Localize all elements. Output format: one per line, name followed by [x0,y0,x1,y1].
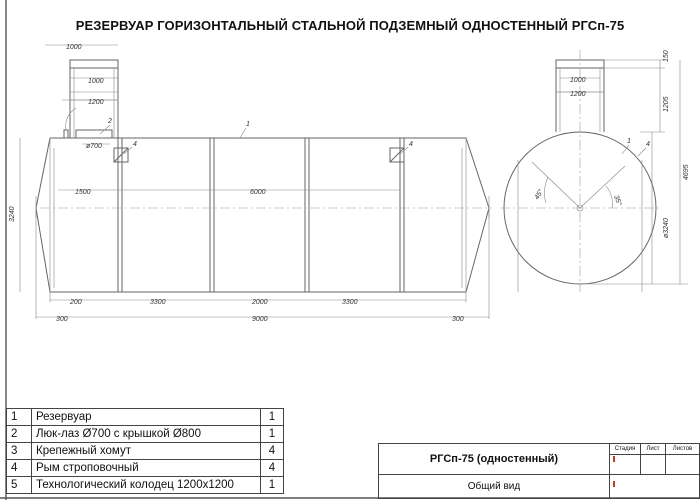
header-stage: Стадия [610,444,640,455]
stage-mark [613,456,615,462]
spec-row [7,460,284,477]
dim-height: 3240 [9,206,16,222]
spec-cell-num: 4 [7,460,32,477]
side-view [500,50,690,292]
side-dim-well-inner: 1000 [570,77,586,84]
side-dim-150: 150 [663,50,670,62]
spec-cell-num: 3 [7,443,32,460]
stage-mark [613,481,615,487]
dim-row1-d: 3300 [342,299,358,306]
dim-row2-a: 300 [56,316,68,323]
spec-cell-name: Резервуар [32,409,261,426]
spec-cell-name: Технологический колодец 1200х1200 [32,477,261,494]
side-dim-1205: 1205 [663,96,670,112]
spec-cell-qty: 4 [261,460,284,477]
dim-row2-c: 300 [452,316,464,323]
title-block-view: Общий вид [379,475,610,498]
tank-outline [36,138,489,292]
spec-row [7,477,284,494]
dim-hatch: ø700 [86,143,102,150]
spec-cell-num: 2 [7,426,32,443]
dim-row1-a: 200 [70,299,82,306]
dim-well-outer: 1200 [88,99,104,106]
callout-4b: 4 [409,141,413,148]
dim-row1-c: 2000 [252,299,268,306]
side-callout-1: 1 [627,138,631,145]
side-angle-left: 45° [533,188,546,201]
spec-cell-qty: 4 [261,443,284,460]
spec-cell-qty: 1 [261,477,284,494]
specification-table [6,408,284,494]
title-block [378,443,700,499]
spec-row [7,426,284,443]
spec-cell-name: Крепежный хомут [32,443,261,460]
dim-row2-b: 9000 [252,316,268,323]
spec-cell-name: Люк-лаз Ø700 с крышкой Ø800 [32,426,261,443]
side-callout-4: 4 [646,141,650,148]
spec-row [7,409,284,426]
spec-row [7,443,284,460]
side-dim-diameter: ø3240 [663,218,670,238]
callout-4: 4 [133,141,137,148]
dim-6000: 6000 [250,189,266,196]
callout-1: 1 [246,121,250,128]
title-block-name: РГСп-75 (одностенный) [379,444,610,475]
spec-cell-num: 1 [7,409,32,426]
callout-2: 2 [108,118,112,125]
spec-cell-qty: 1 [261,409,284,426]
spec-cell-qty: 1 [261,426,284,443]
spec-cell-num: 5 [7,477,32,494]
dim-1500: 1500 [75,189,91,196]
dim-well-inner: 1000 [88,78,104,85]
side-dim-4695: 4695 [683,164,690,180]
side-angle-right: 35° [612,194,623,207]
front-view [9,44,492,323]
drawing-title: РЕЗЕРВУАР ГОРИЗОНТАЛЬНЫЙ СТАЛЬНОЙ ПОДЗЕМНЫЙ ОДНОСТЕННЫЙ РГСп-75 [75,18,625,33]
dim-well-top: 1000 [66,44,82,51]
clamp-rings [118,138,404,292]
spec-cell-name: Рым строповочный [32,460,261,477]
header-sheets: Листов [666,444,699,455]
side-dim-well-outer: 1200 [570,91,586,98]
header-sheet: Лист [641,444,665,455]
dim-row1-b: 3300 [150,299,166,306]
